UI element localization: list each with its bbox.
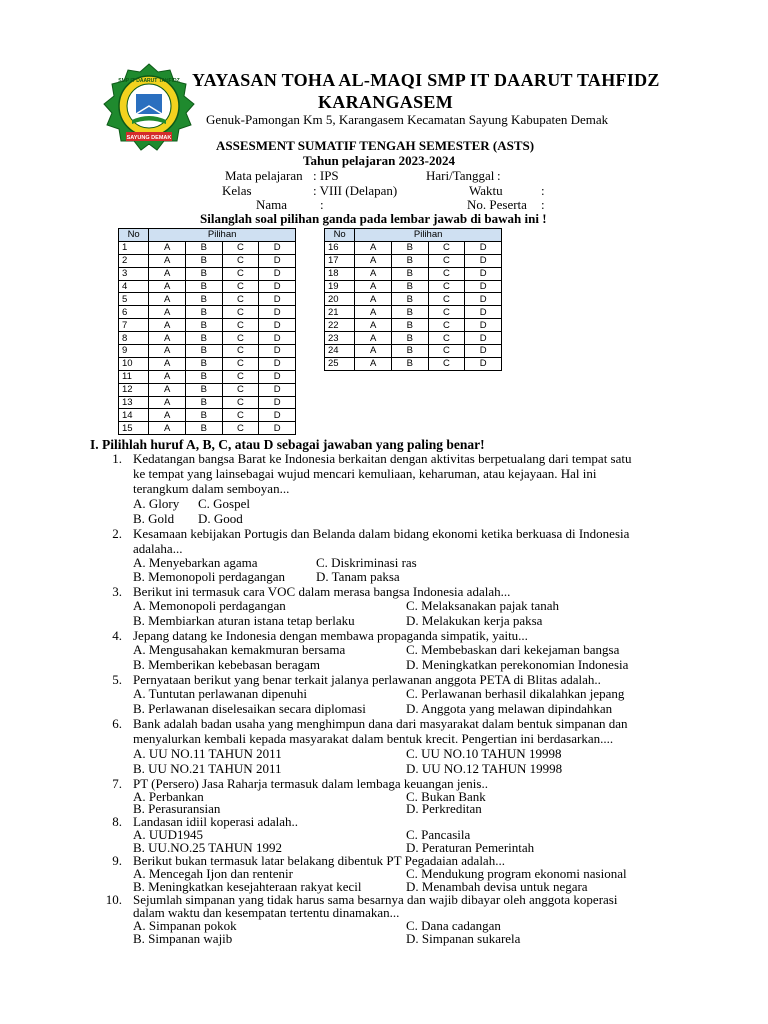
question-text: adalaha... — [133, 541, 183, 556]
answer-option-a[interactable]: A — [355, 332, 392, 345]
instruction: Silanglah soal pilihan ganda pada lembar jawab di bawah ini ! — [200, 211, 547, 226]
question-option[interactable]: B. UU NO.21 TAHUN 2011 — [133, 761, 282, 776]
answer-row-number: 5 — [119, 293, 149, 306]
question-option[interactable]: B. Membiarkan aturan istana tetap berlaku — [133, 613, 355, 628]
answer-option-d[interactable]: D — [259, 332, 296, 345]
kelas-label: Kelas — [222, 183, 252, 198]
school-logo — [96, 62, 202, 152]
answer-option-a[interactable]: A — [149, 241, 186, 254]
answer-option-c[interactable]: C — [222, 422, 259, 435]
answer-row — [119, 267, 296, 280]
answer-option-a[interactable]: A — [149, 319, 186, 332]
col-no-header: No — [119, 229, 149, 242]
answer-option-d[interactable]: D — [259, 396, 296, 409]
answer-option-b[interactable]: B — [391, 241, 428, 254]
answer-row — [119, 422, 296, 435]
waktu-label: Waktu — [469, 183, 503, 198]
answer-option-a[interactable]: A — [355, 357, 392, 370]
question-option[interactable]: B. Perlawanan diselesaikan secara diplomasi — [133, 701, 366, 716]
answer-row-number: 20 — [325, 293, 355, 306]
answer-option-a[interactable]: A — [149, 293, 186, 306]
question-number: 8. — [112, 814, 122, 829]
question-option[interactable]: A. Simpanan pokok — [133, 918, 237, 933]
answer-row — [325, 319, 502, 332]
col-no-header: No — [325, 229, 355, 242]
answer-option-c[interactable]: C — [428, 357, 465, 370]
answer-row-number: 7 — [119, 319, 149, 332]
answer-option-d[interactable]: D — [465, 332, 502, 345]
question-option[interactable]: D. Menambah devisa untuk negara — [406, 879, 588, 894]
answer-option-b[interactable]: B — [185, 345, 222, 358]
answer-option-c[interactable]: C — [428, 306, 465, 319]
answer-row-number: 17 — [325, 254, 355, 267]
question-option[interactable]: B. Simpanan wajib — [133, 931, 233, 946]
answer-option-a[interactable]: A — [149, 357, 186, 370]
answer-row-number: 24 — [325, 345, 355, 358]
question-text: Sejumlah simpanan yang tidak harus sama besarnya dan wajib dibayar oleh anggota koperasi — [133, 892, 618, 907]
answer-option-d[interactable]: D — [259, 319, 296, 332]
answer-row-number: 4 — [119, 280, 149, 293]
question-option[interactable]: A. Mengusahakan kemakmuran bersama — [133, 642, 346, 657]
academic-year: Tahun pelajaran 2023-2024 — [303, 153, 455, 168]
question-option[interactable]: B. UU.NO.25 TAHUN 1992 — [133, 840, 282, 855]
question-option[interactable]: D. Meningkatkan perekonomian Indonesia — [406, 657, 629, 672]
question-option[interactable]: C. Melaksanakan pajak tanah — [406, 598, 560, 613]
answer-option-a[interactable]: A — [149, 383, 186, 396]
question-option[interactable]: B. Gold — [133, 511, 175, 526]
answer-option-b[interactable]: B — [185, 293, 222, 306]
answer-row-number: 16 — [325, 241, 355, 254]
answer-row-number: 11 — [119, 370, 149, 383]
answer-option-b[interactable]: B — [185, 332, 222, 345]
answer-row — [119, 280, 296, 293]
answer-option-c[interactable]: C — [428, 267, 465, 280]
question-option[interactable]: C. Mendukung program ekonomi nasional — [406, 866, 627, 881]
school-address: Genuk-Pamongan Km 5, Karangasem Kecamatan Sayung Kabupaten Demak — [206, 112, 609, 127]
answer-row-number: 14 — [119, 409, 149, 422]
kelas-value: : VIII (Delapan) — [313, 183, 398, 198]
logo-top-text: SMP IT DAARUT TAHFIDZ — [118, 78, 180, 84]
question-option[interactable]: D. Melakukan kerja paksa — [406, 613, 543, 628]
col-pilihan-header: Pilihan — [355, 229, 502, 242]
question-option[interactable]: B. Memonopoli perdagangan — [133, 569, 285, 584]
logo-bottom-text: SAYUNG DEMAK — [126, 135, 172, 141]
answer-option-d[interactable]: D — [259, 306, 296, 319]
answer-option-d[interactable]: D — [259, 241, 296, 254]
question-option[interactable]: D. Anggota yang melawan dipindahkan — [406, 701, 613, 716]
question-number: 10. — [105, 892, 122, 907]
nama-value: : — [320, 197, 324, 212]
question-option[interactable]: D. Peraturan Pemerintah — [406, 840, 535, 855]
answer-row — [325, 357, 502, 370]
answer-option-d[interactable]: D — [259, 293, 296, 306]
answer-row — [325, 280, 502, 293]
answer-row — [325, 345, 502, 358]
answer-option-a[interactable]: A — [355, 241, 392, 254]
answer-option-a[interactable]: A — [355, 267, 392, 280]
answer-option-c[interactable]: C — [222, 267, 259, 280]
question-option[interactable]: C. Diskriminasi ras — [316, 555, 417, 570]
answer-option-d[interactable]: D — [465, 306, 502, 319]
question-option[interactable]: B. Memberikan kebebasan beragam — [133, 657, 320, 672]
answer-option-c[interactable]: C — [222, 306, 259, 319]
answer-option-c[interactable]: C — [428, 280, 465, 293]
question-text: Bank adalah badan usaha yang menghimpun dana dari masyarakat dalam bentuk simpanan dan — [133, 716, 628, 731]
question-option[interactable]: A. Glory — [133, 496, 180, 511]
answer-option-b[interactable]: B — [185, 409, 222, 422]
question-option[interactable]: A. Menyebarkan agama — [133, 555, 258, 570]
mapel-label: Mata pelajaran — [225, 168, 303, 183]
answer-table-right — [324, 228, 502, 371]
answer-row — [325, 293, 502, 306]
answer-option-b[interactable]: B — [185, 306, 222, 319]
question-number: 6. — [112, 716, 122, 731]
answer-row-number: 13 — [119, 396, 149, 409]
answer-option-a[interactable]: A — [149, 409, 186, 422]
question-text: Kesamaan kebijakan Portugis dan Belanda dalam bidang ekonomi ketika berkuasa di Indonesia — [133, 526, 630, 541]
answer-option-a[interactable]: A — [149, 254, 186, 267]
answer-option-a[interactable]: A — [355, 280, 392, 293]
answer-row-number: 25 — [325, 357, 355, 370]
hari-value: : — [497, 168, 501, 183]
question-option[interactable]: C. UU NO.10 TAHUN 19998 — [406, 746, 562, 761]
answer-row — [119, 396, 296, 409]
answer-option-a[interactable]: A — [355, 254, 392, 267]
answer-option-d[interactable]: D — [259, 267, 296, 280]
answer-option-b[interactable]: B — [391, 332, 428, 345]
answer-row — [119, 345, 296, 358]
school-name-line2: KARANGASEM — [318, 92, 454, 112]
answer-row-number: 19 — [325, 280, 355, 293]
question-text: menyalurkan kembali kepada masyarakat dalam bentuk krecit. Pengertian ini berdasarkan.... — [133, 731, 614, 746]
question-number: 7. — [112, 776, 122, 791]
answer-option-d[interactable]: D — [259, 357, 296, 370]
answer-option-d[interactable]: D — [259, 370, 296, 383]
answer-option-d[interactable]: D — [465, 319, 502, 332]
answer-option-a[interactable]: A — [149, 345, 186, 358]
peserta-label: No. Peserta — [467, 197, 527, 212]
question-option[interactable]: D. Perkreditan — [406, 801, 482, 816]
answer-table-left — [118, 228, 296, 435]
exam-title: ASSESMENT SUMATIF TENGAH SEMESTER (ASTS) — [216, 138, 535, 153]
question-option[interactable]: C. Pancasila — [406, 827, 471, 842]
question-option[interactable]: A. Perbankan — [133, 789, 204, 804]
answer-row — [119, 241, 296, 254]
question-text: Pernyataan berikut yang benar terkait jalanya perlawanan anggota PETA di Blitas adalah.. — [133, 672, 601, 687]
school-name-line1: YAYASAN TOHA AL-MAQI SMP IT DAARUT TAHFIDZ — [192, 70, 660, 90]
question-option[interactable]: A. UU NO.11 TAHUN 2011 — [133, 746, 282, 761]
answer-row-number: 15 — [119, 422, 149, 435]
answer-row — [325, 254, 502, 267]
question-option[interactable]: C. Membebaskan dari kekejaman bangsa — [406, 642, 620, 657]
mapel-value: : IPS — [313, 168, 339, 183]
answer-option-d[interactable]: D — [259, 422, 296, 435]
question-number: 3. — [112, 584, 122, 599]
question-number: 2. — [112, 526, 122, 541]
answer-row-number: 3 — [119, 267, 149, 280]
answer-option-c[interactable]: C — [428, 254, 465, 267]
answer-option-b[interactable]: B — [185, 254, 222, 267]
question-option[interactable]: B. Perasuransian — [133, 801, 221, 816]
answer-row — [119, 357, 296, 370]
answer-option-d[interactable]: D — [465, 357, 502, 370]
answer-row-number: 8 — [119, 332, 149, 345]
answer-option-b[interactable]: B — [391, 267, 428, 280]
answer-option-d[interactable]: D — [465, 345, 502, 358]
answer-row — [119, 254, 296, 267]
question-option[interactable]: C. Dana cadangan — [406, 918, 501, 933]
answer-option-d[interactable]: D — [259, 383, 296, 396]
answer-option-a[interactable]: A — [355, 319, 392, 332]
answer-option-b[interactable]: B — [185, 396, 222, 409]
section-title: I. Pilihlah huruf A, B, C, atau D sebagai jawaban yang paling benar! — [90, 437, 485, 452]
answer-option-b[interactable]: B — [391, 345, 428, 358]
answer-option-d[interactable]: D — [259, 280, 296, 293]
hari-label: Hari/Tanggal — [426, 168, 495, 183]
answer-option-b[interactable]: B — [391, 293, 428, 306]
answer-option-a[interactable]: A — [149, 422, 186, 435]
answer-row — [119, 306, 296, 319]
question-option[interactable]: D. Tanam paksa — [316, 569, 400, 584]
nama-label: Nama — [256, 197, 288, 212]
answer-option-d[interactable]: D — [465, 280, 502, 293]
answer-row — [119, 409, 296, 422]
answer-option-b[interactable]: B — [391, 254, 428, 267]
question-option[interactable]: C. Bukan Bank — [406, 789, 486, 804]
answer-option-a[interactable]: A — [355, 345, 392, 358]
question-option[interactable]: D. Good — [198, 511, 243, 526]
answer-option-c[interactable]: C — [222, 409, 259, 422]
answer-option-c[interactable]: C — [222, 357, 259, 370]
question-option[interactable]: D. Simpanan sukarela — [406, 931, 521, 946]
answer-row-number: 6 — [119, 306, 149, 319]
question-text: Berikut bukan termasuk latar belakang dibentuk PT Pegadaian adalah... — [133, 853, 505, 868]
answer-row-number: 23 — [325, 332, 355, 345]
answer-option-b[interactable]: B — [185, 280, 222, 293]
answer-row — [119, 383, 296, 396]
question-text: Landasan idiil koperasi adalah.. — [133, 814, 298, 829]
answer-option-c[interactable]: C — [428, 293, 465, 306]
answer-option-d[interactable]: D — [259, 254, 296, 267]
answer-row — [325, 241, 502, 254]
answer-option-c[interactable]: C — [222, 383, 259, 396]
answer-option-a[interactable]: A — [355, 293, 392, 306]
answer-option-a[interactable]: A — [355, 306, 392, 319]
question-text: ke tempat yang lainsebagai wujud mencari kemuliaan, keharuman, atau kejayaan. Hal ini — [133, 466, 597, 481]
answer-row — [119, 293, 296, 306]
answer-row — [119, 332, 296, 345]
answer-row — [325, 332, 502, 345]
answer-row — [119, 370, 296, 383]
answer-row — [325, 306, 502, 319]
answer-option-c[interactable]: C — [428, 319, 465, 332]
answer-option-b[interactable]: B — [391, 319, 428, 332]
answer-option-c[interactable]: C — [222, 370, 259, 383]
answer-option-c[interactable]: C — [222, 396, 259, 409]
answer-option-c[interactable]: C — [222, 241, 259, 254]
answer-option-c[interactable]: C — [222, 293, 259, 306]
answer-option-b[interactable]: B — [391, 357, 428, 370]
question-text: PT (Persero) Jasa Raharja termasuk dalam lembaga keuangan jenis.. — [133, 776, 488, 791]
answer-option-d[interactable]: D — [465, 293, 502, 306]
answer-row-number: 18 — [325, 267, 355, 280]
question-number: 9. — [112, 853, 122, 868]
answer-row — [325, 267, 502, 280]
answer-option-b[interactable]: B — [185, 422, 222, 435]
answer-option-d[interactable]: D — [259, 345, 296, 358]
question-text: dalam waktu dan kesempatan tertentu dinamakan... — [133, 905, 400, 920]
question-text: Berikut ini termasuk cara VOC dalam merasa bangsa Indonesia adalah... — [133, 584, 511, 599]
answer-option-d[interactable]: D — [465, 267, 502, 280]
answer-option-c[interactable]: C — [222, 319, 259, 332]
question-text: terangkum dalam semboyan... — [133, 481, 290, 496]
question-option[interactable]: A. UUD1945 — [133, 827, 204, 842]
answer-option-d[interactable]: D — [465, 254, 502, 267]
answer-option-b[interactable]: B — [185, 370, 222, 383]
col-pilihan-header: Pilihan — [149, 229, 296, 242]
question-option[interactable]: A. Memonopoli perdagangan — [133, 598, 286, 613]
answer-row-number: 9 — [119, 345, 149, 358]
answer-option-a[interactable]: A — [149, 280, 186, 293]
answer-option-b[interactable]: B — [185, 357, 222, 370]
answer-option-b[interactable]: B — [185, 319, 222, 332]
answer-option-d[interactable]: D — [465, 241, 502, 254]
waktu-value: : — [541, 183, 545, 198]
question-option[interactable]: C. Gospel — [198, 496, 250, 511]
answer-row — [119, 319, 296, 332]
question-option[interactable]: B. Meningkatkan kesejahteraan rakyat kecil — [133, 879, 362, 894]
answer-option-a[interactable]: A — [149, 332, 186, 345]
answer-row-number: 12 — [119, 383, 149, 396]
question-text: Jepang datang ke Indonesia dengan membawa propaganda simpatik, yaitu... — [133, 628, 528, 643]
peserta-value: : — [541, 197, 545, 212]
question-option[interactable]: C. Perlawanan berhasil dikalahkan jepang — [406, 686, 625, 701]
answer-option-c[interactable]: C — [428, 345, 465, 358]
question-option[interactable]: D. UU NO.12 TAHUN 19998 — [406, 761, 563, 776]
answer-option-c[interactable]: C — [428, 241, 465, 254]
answer-option-b[interactable]: B — [391, 306, 428, 319]
answer-option-b[interactable]: B — [185, 383, 222, 396]
question-number: 4. — [112, 628, 122, 643]
answer-row-number: 22 — [325, 319, 355, 332]
answer-row-number: 21 — [325, 306, 355, 319]
answer-option-c[interactable]: C — [222, 254, 259, 267]
answer-option-c[interactable]: C — [222, 332, 259, 345]
question-number: 1. — [112, 451, 122, 466]
question-option[interactable]: A. Tuntutan perlawanan dipenuhi — [133, 686, 308, 701]
answer-option-d[interactable]: D — [259, 409, 296, 422]
answer-option-a[interactable]: A — [149, 396, 186, 409]
answer-option-c[interactable]: C — [222, 280, 259, 293]
answer-option-a[interactable]: A — [149, 267, 186, 280]
question-option[interactable]: A. Mencegah Ijon dan rentenir — [133, 866, 293, 881]
answer-option-b[interactable]: B — [185, 267, 222, 280]
answer-option-b[interactable]: B — [185, 241, 222, 254]
answer-option-a[interactable]: A — [149, 370, 186, 383]
question-text: Kedatangan bangsa Barat ke Indonesia berkaitan dengan aktivitas berpetualang dari tempat satu — [133, 451, 632, 466]
answer-option-c[interactable]: C — [222, 345, 259, 358]
answer-option-a[interactable]: A — [149, 306, 186, 319]
answer-option-b[interactable]: B — [391, 280, 428, 293]
answer-option-c[interactable]: C — [428, 332, 465, 345]
answer-row-number: 1 — [119, 241, 149, 254]
answer-row-number: 2 — [119, 254, 149, 267]
question-number: 5. — [112, 672, 122, 687]
answer-row-number: 10 — [119, 357, 149, 370]
